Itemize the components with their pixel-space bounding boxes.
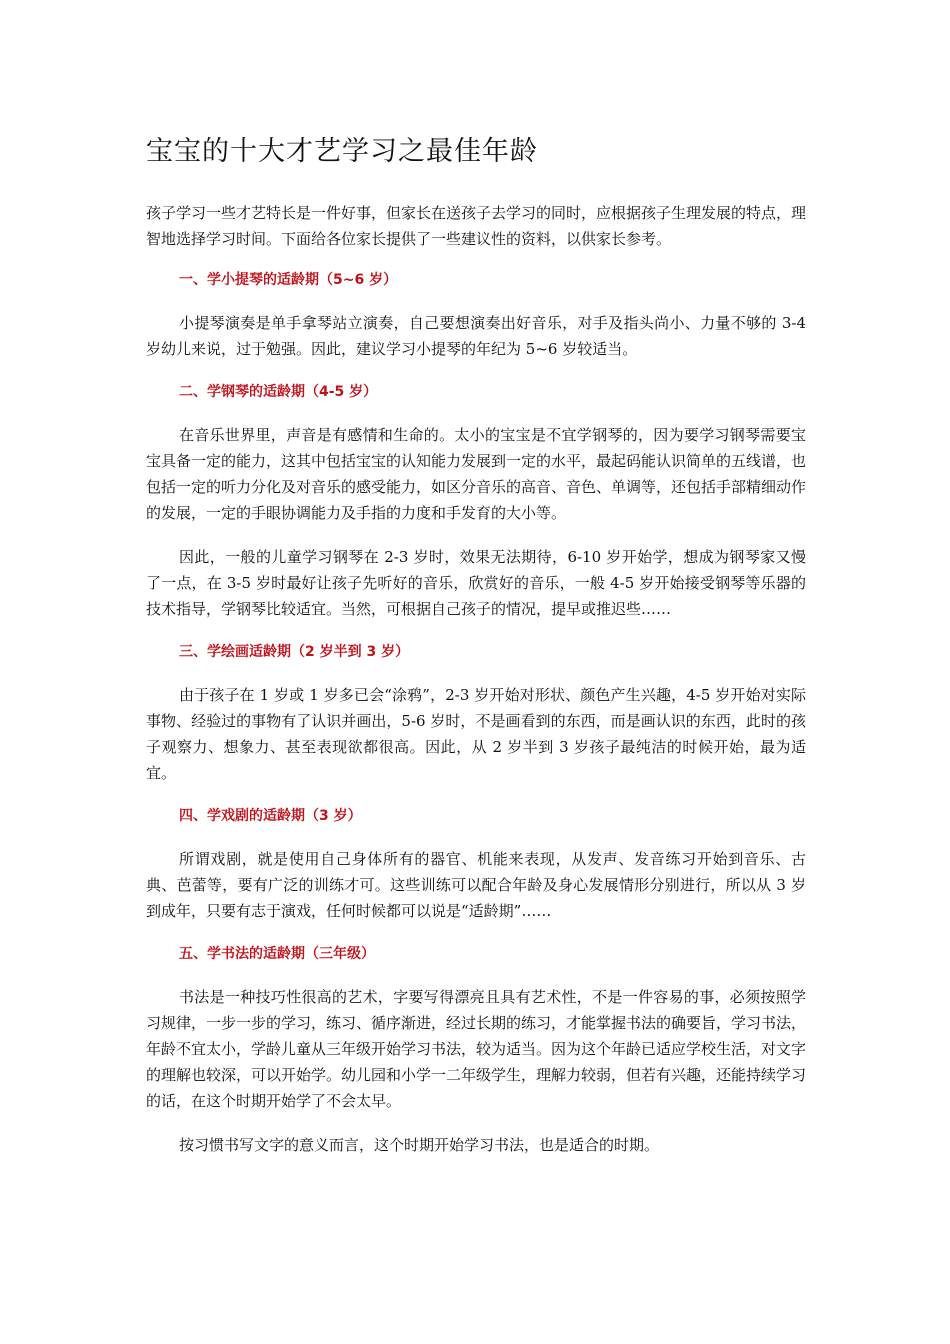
section-painting <box>146 640 806 786</box>
section-violin <box>146 268 806 362</box>
section-heading: 三、学绘画适龄期（2 岁半到 3 岁） <box>179 644 410 660</box>
section-paragraph: 在音乐世界里，声音是有感情和生命的。太小的宝宝是不宜学钢琴的，因为要学习钢琴需要宝宝具备一定的能力，这其中包括宝宝的认知能力发展到一定的水平，最起码能认识简单的五线谱，也包括一定的听力分化及对音乐的感受能力，如区分音乐的高音、音色、单调等，还包括手部精细动作的发展，一定的手眼协调能力及手指的力度和手发育的大小等。 <box>146 426 807 522</box>
document-page <box>146 118 806 1176</box>
section-paragraph: 所谓戏剧，就是使用自己身体所有的器官、机能来表现，从发声、发音练习开始到音乐、古典、芭蕾等，要有广泛的训练才可。这些训练可以配合年龄及身心发展情形分别进行，所以从 3 岁到成年，只要有志于演戏，任何时候都可以说是“适龄期”…… <box>146 850 806 920</box>
section-piano <box>146 380 806 622</box>
intro-paragraph: 孩子学习一些才艺特长是一件好事，但家长在送孩子去学习的同时，应根据孩子生理发展的特点，理智地选择学习时间。下面给各位家长提供了一些建议性的资料，以供家长参考。 <box>146 204 807 248</box>
section-calligraphy <box>146 942 806 1158</box>
section-paragraph: 因此，一般的儿童学习钢琴在 2-3 岁时，效果无法期待，6-10 岁开始学，想成为钢琴家又慢了一点，在 3-5 岁时最好让孩子先听好的音乐，欣赏好的音乐，一般 4-5 岁开始接受钢琴等乐器的技术指导，学钢琴比较适宜。当然，可根据自己孩子的情况，提早或推迟些…… <box>146 548 806 618</box>
section-heading: 五、学书法的适龄期（三年级） <box>179 946 375 962</box>
section-drama <box>146 804 806 924</box>
section-heading: 一、学小提琴的适龄期（5~6 岁） <box>179 272 398 288</box>
section-heading: 四、学戏剧的适龄期（3 岁） <box>179 808 362 824</box>
section-paragraph: 小提琴演奏是单手拿琴站立演奏，自己要想演奏出好音乐，对手及指头尚小、力量不够的 3-4 岁幼儿来说，过于勉强。因此，建议学习小提琴的年纪为 5~6 岁较适当。 <box>146 314 806 358</box>
section-heading: 二、学钢琴的适龄期（4-5 岁） <box>179 384 378 400</box>
section-paragraph: 书法是一种技巧性很高的艺术，字要写得漂亮且具有艺术性，不是一件容易的事，必须按照学习规律，一步一步的学习，练习、循序渐进，经过长期的练习，才能掌握书法的确要旨，学习书法，年龄不宜太小，学龄儿童从三年级开始学习书法，较为适当。因为这个年龄已适应学校生活，对文字的理解也较深，可以开始学。幼儿园和小学一二年级学生，理解力较弱，但若有兴趣，还能持续学习的话，在这个时期开始学了不会太早。 <box>146 988 807 1110</box>
section-paragraph: 由于孩子在 1 岁或 1 岁多已会“涂鸦”，2-3 岁开始对形状、颜色产生兴趣，4-5 岁开始对实际事物、经验过的事物有了认识并画出，5-6 岁时，不是画看到的东西，而是画认识的东西，此时的孩子观察力、想象力、甚至表现欲都很高。因此，从 2 岁半到 3 岁孩子最纯洁的时候开始，最为适宜。 <box>146 686 806 782</box>
section-paragraph: 按习惯书写文字的意义而言，这个时期开始学习书法，也是适合的时期。 <box>179 1136 660 1154</box>
page-title: 宝宝的十大才艺学习之最佳年龄 <box>146 136 538 167</box>
